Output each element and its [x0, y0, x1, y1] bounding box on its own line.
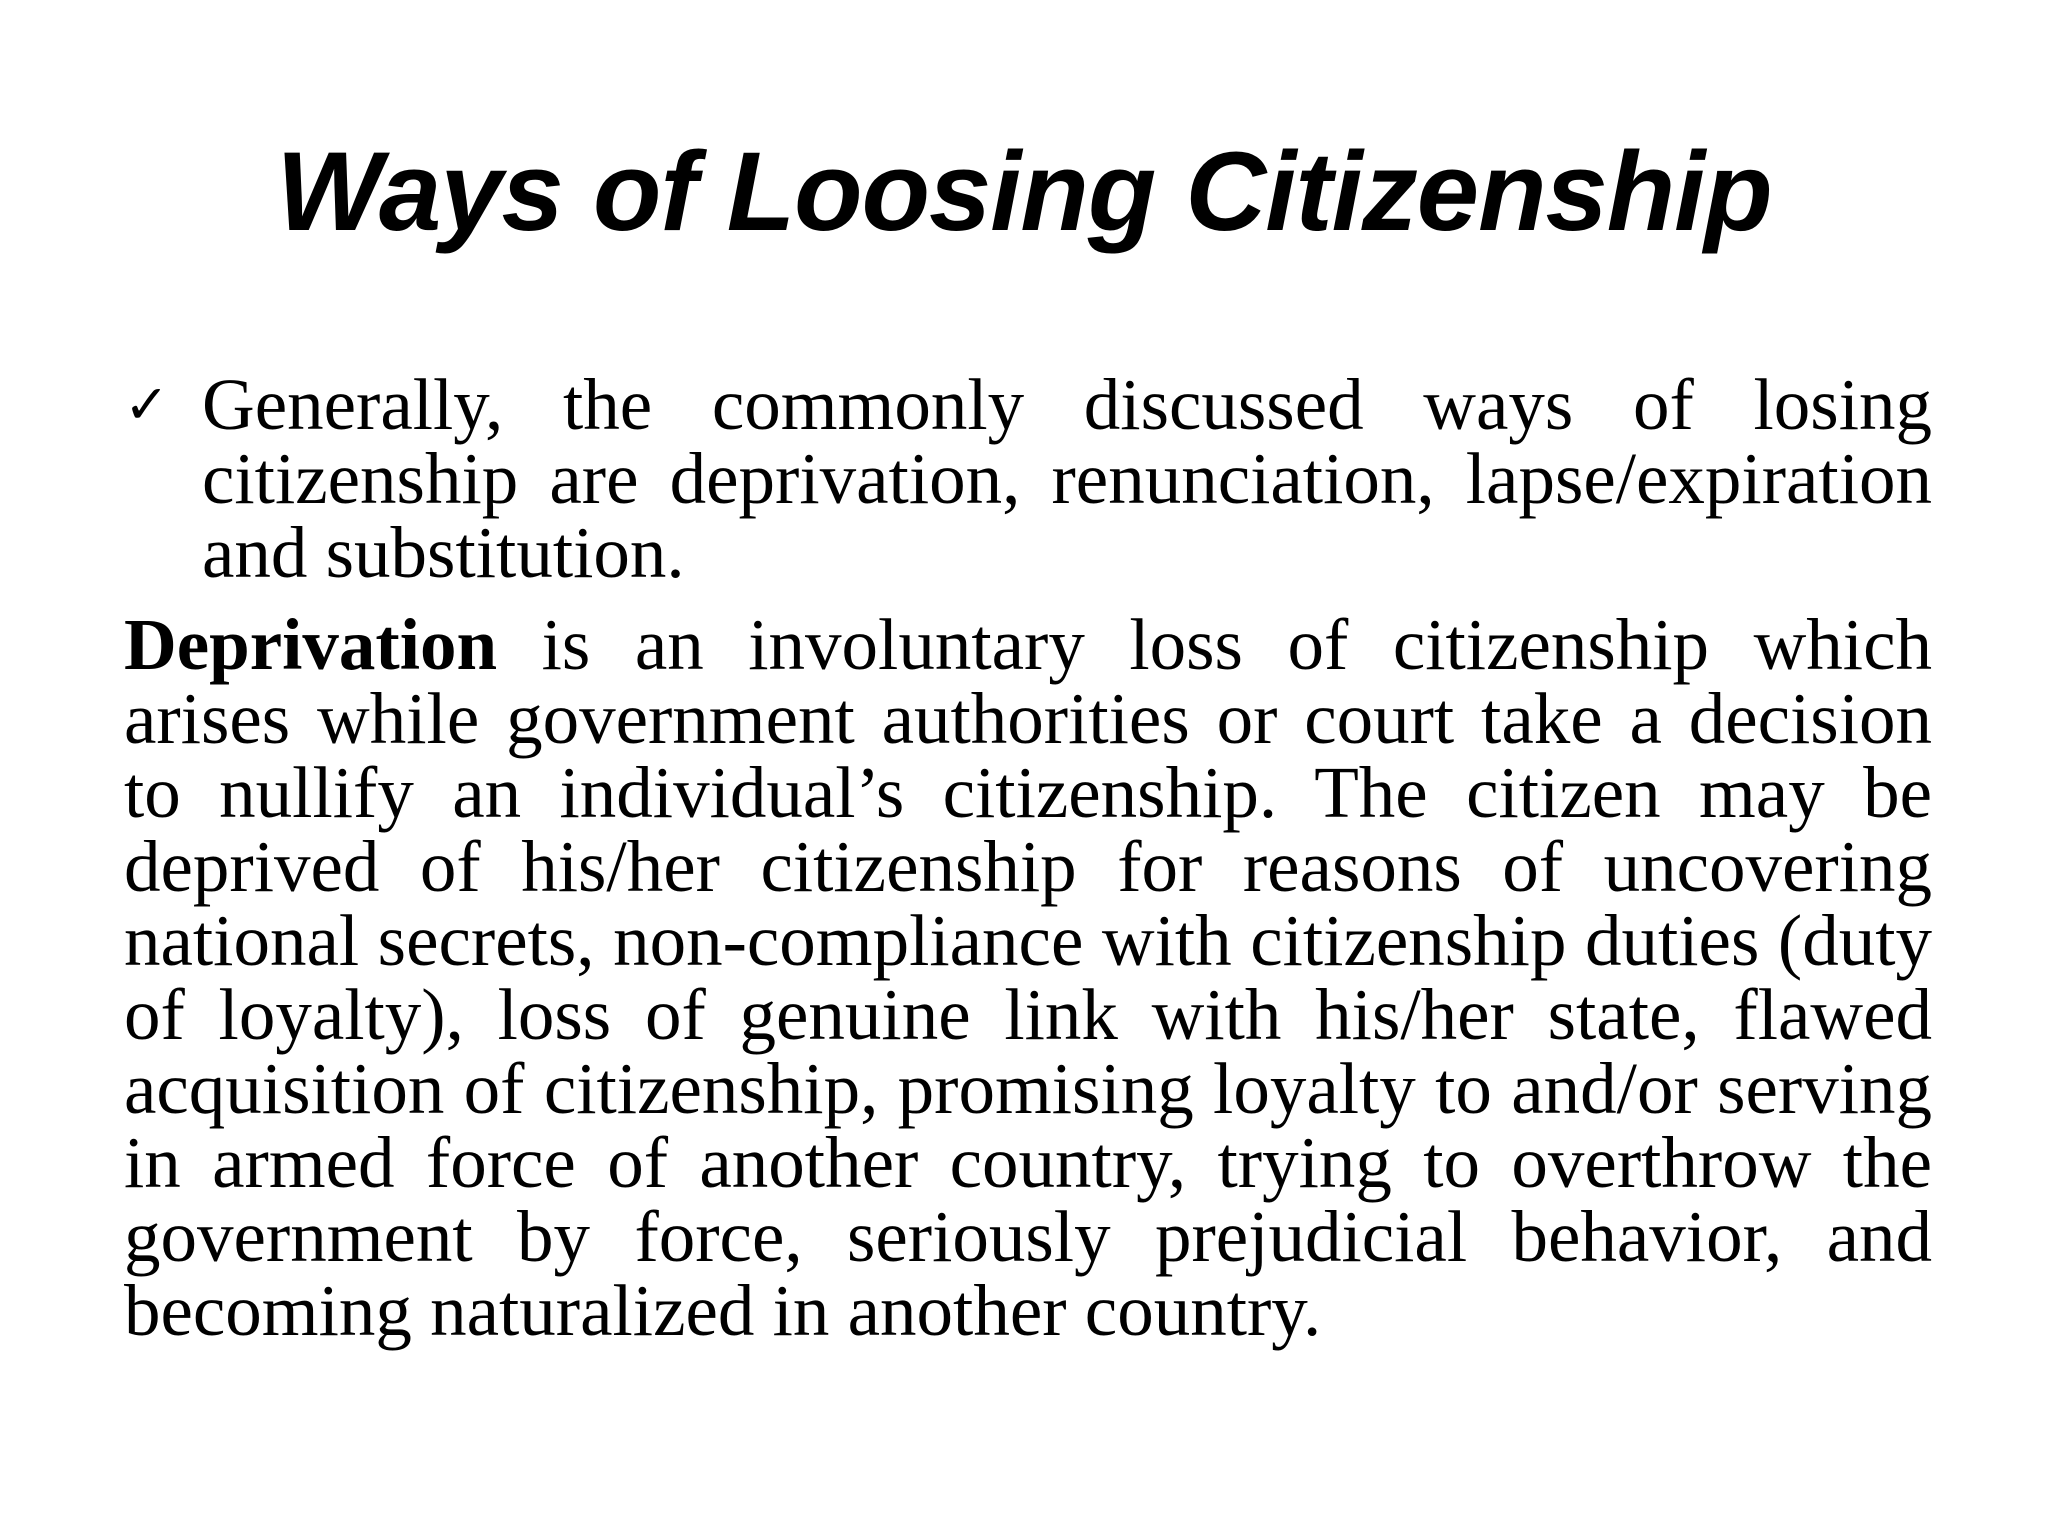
checkmark-icon: ✓ — [124, 373, 170, 436]
bullet-item — [124, 364, 1932, 593]
deprivation-paragraph — [124, 604, 1932, 1351]
bullet-text: Generally, the commonly discussed ways of losing citizenship are deprivation, renunciation, lapse/expiration and substitution. — [202, 364, 1932, 593]
slide-body — [124, 364, 1932, 1351]
deprivation-term: Deprivation — [124, 604, 498, 685]
deprivation-text: is an involuntary loss of citizenship which arises while government authorities or court take a decision to nullify an individual’s citizenship. The citizen may be deprived of his/her citizenship for reasons of uncovering national secrets, non-compliance with citizenship duties (duty of loyalty), loss of genuine link with his/her state, flawed acquisition of citizenship, promising loyalty to and/or serving in armed force of another country, trying to overthrow the government by force, seriously prejudicial behavior, and becoming naturalized in another country. — [124, 604, 1932, 1351]
slide-title: Ways of Loosing Citizenship — [276, 129, 1772, 254]
